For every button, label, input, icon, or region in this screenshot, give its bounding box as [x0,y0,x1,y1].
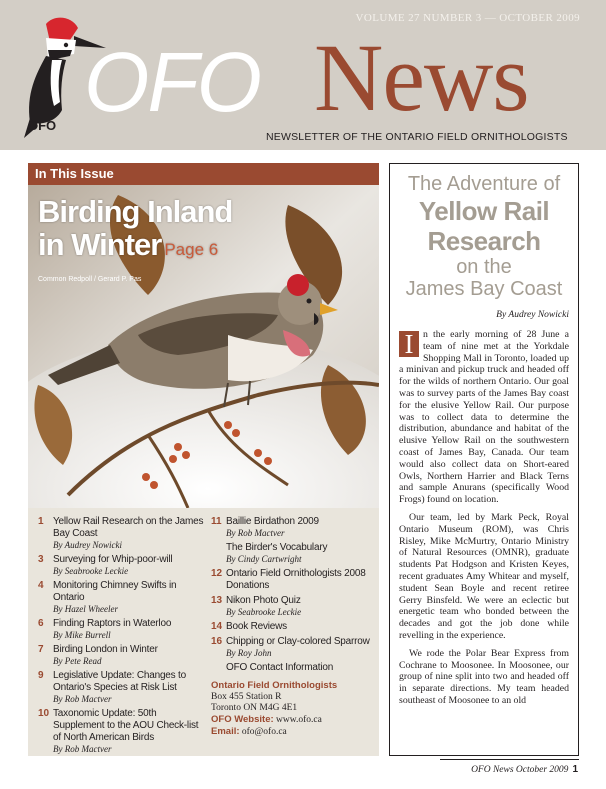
feature-article [389,163,579,756]
toc-title: The Birder's Vocabulary [226,542,328,553]
toc-title: Ontario Field Ornithologists 2008 Donations [226,568,366,591]
toc-title: Legislative Update: Changes to Ontario's Species at Risk List [53,670,186,693]
volume-line: VOLUME 27 NUMBER 3 — OCTOBER 2009 [355,12,580,24]
website-label: OFO Website: [211,714,274,725]
toc-page-number: 4 [38,580,44,591]
toc-page-number: 14 [211,621,223,632]
headline-line-5: James Bay Coast [405,278,563,300]
cover-page-ref: Page 6 [164,240,219,259]
toc-item[interactable] [211,568,376,592]
toc-author: By Rob Mactver [53,694,112,704]
footer-publication: OFO News October 2009 [471,765,569,775]
email-link[interactable]: ofo@ofo.ca [241,727,287,737]
toc-title: Finding Raptors in Waterloo [53,618,172,629]
toc-item[interactable] [211,516,376,539]
toc-author: By Audrey Nowicki [53,540,122,550]
toc-page-number: 9 [38,670,44,681]
cover-title-line-1: Birding Inland [38,194,233,229]
contact-email-line [211,726,376,738]
masthead [0,0,606,150]
toc-title: Chipping or Clay-colored Sparrow [226,636,370,647]
toc-page-number: 10 [38,708,50,719]
contact-address-1: Box 455 Station R [211,692,282,702]
drop-cap: I [399,331,419,357]
toc-page-number: 3 [38,554,44,565]
footer-rule [440,759,579,760]
toc-left-column [38,516,206,758]
toc-item[interactable] [38,580,206,615]
cover-title [38,195,232,266]
headline-line-4: on the [456,256,512,278]
toc-author: By Cindy Cartwright [226,554,302,564]
toc-page-number: 12 [211,568,223,579]
toc-title: Monitoring Chimney Swifts in Ontario [53,580,177,603]
table-of-contents [28,508,379,756]
toc-author: By Roy John [226,648,272,658]
toc-item[interactable] [38,618,206,641]
headline-line-2: Yellow Rail [418,196,550,226]
website-link[interactable]: www.ofo.ca [276,715,322,725]
toc-right-column [211,516,376,738]
toc-item[interactable] [38,516,206,551]
article-paragraph: Our team, led by Mark Peck, Royal Ontario Museum (ROM), was Chris Risley, Mike McMurtry, Ontario Ministry of Natural Resources (OMNR), graduate students Pat Hodgson and Kristen Keyes, recent graduates Amy Whitear and myself, student Sean Boyle and recent retiree Gerry Binsfeld. We were an eclectic but energetic team who bonded between the decades and got the job done while revelling in the experience. [399,511,569,641]
toc-item[interactable] [38,708,206,755]
toc-item[interactable] [38,670,206,705]
page-footer [471,764,578,775]
paragraph-text: n the early morning of 28 June a team of nine met at the Yorkdale Shopping Mall in Toronto, loaded up a minivan and pickup truck and headed off for the wilds of northern Ontario. Our goal was to survey parts of the James Bay coast for the elusive Yellow Rail. Our purpose was to collect data to determine the distribution, abundance and habitat of the elusive Yellow Rail on the southwestern coast of James Bay, Canada. Our team would also collect data on Short-eared Owls, Northern Harrier and Black Terns and sample Anurans (specifically Wood Frogs) found on location. [399,329,569,506]
news-wordmark: News [314,24,529,131]
toc-item[interactable] [211,662,376,674]
in-this-issue-header: In This Issue [28,163,379,185]
toc-author: By Seabrooke Leckie [226,607,302,617]
toc-item[interactable] [211,621,376,633]
contact-block [211,680,376,738]
toc-page-number: 1 [38,516,44,527]
headline-line-3: Research [427,226,541,256]
toc-page-number [211,542,226,565]
toc-item[interactable] [211,595,376,618]
page-number: 1 [572,764,578,775]
email-label: Email: [211,726,240,737]
toc-title: Book Reviews [226,621,287,632]
toc-author: By Pete Read [53,656,102,666]
toc-page-number: 13 [211,595,223,606]
toc-page-number [211,662,226,674]
tagline: NEWSLETTER OF THE ONTARIO FIELD ORNITHOLOGISTS [266,131,568,143]
toc-page-number: 7 [38,644,44,655]
toc-title: Yellow Rail Research on the James Bay Coast [53,516,204,539]
toc-title: Nikon Photo Quiz [226,595,301,606]
toc-title: OFO Contact Information [226,662,334,673]
article-byline: By Audrey Nowicki [496,310,569,320]
toc-item[interactable] [211,636,376,659]
cover-title-line-2: in Winter [38,227,162,262]
article-headline [399,172,569,300]
toc-title: Surveying for Whip-poor-will [53,554,173,565]
contact-address-2: Toronto ON M4G 4E1 [211,703,298,713]
toc-title: Taxonomic Update: 50th Supplement to the AOU Check-list of North American Birds [53,708,199,743]
toc-item[interactable] [38,644,206,667]
article-paragraph [399,329,569,506]
cover-photo [28,185,379,508]
ofo-wordmark: OFO [84,35,260,129]
toc-author: By Seabrooke Leckie [53,566,129,576]
article-paragraph: We rode the Polar Bear Express from Cochrane to Moosonee. In Moosonee, our group of nine split into two and headed off in separate directions. My team headed southeast of Moosonee to an old [399,647,569,706]
headline-line-1: The Adventure of [407,173,561,195]
toc-author: By Mike Burrell [53,630,111,640]
toc-title: Birding London in Winter [53,644,158,655]
toc-title: Baillie Birdathon 2009 [226,516,319,527]
toc-item[interactable] [38,554,206,577]
toc-author: By Rob Mactver [226,528,285,538]
photo-credit: Common Redpoll / Gerard P. Pas [38,276,142,283]
toc-item[interactable] [211,542,376,565]
toc-page-number: 11 [211,516,222,527]
toc-author: By Hazel Wheeler [53,604,118,614]
logo-label: OFO [28,118,57,133]
contact-org: Ontario Field Ornithologists [211,680,338,691]
toc-author: By Rob Mactver [53,744,112,754]
toc-page-number: 16 [211,636,223,647]
contact-website-line [211,714,376,726]
toc-page-number: 6 [38,618,44,629]
